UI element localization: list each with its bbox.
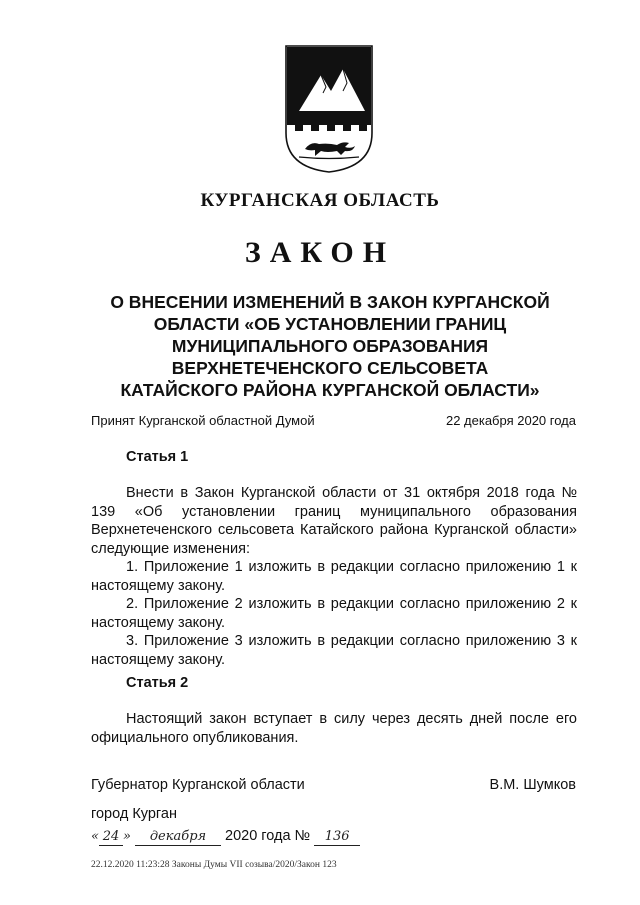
coat-of-arms-emblem — [285, 45, 373, 173]
adoption-text: Принят Курганской областной Думой — [91, 413, 315, 428]
article-1-paragraph: 2. Приложение 2 изложить в редакции согласно приложению 2 к настоящему закону. — [91, 596, 577, 631]
law-title-line: ВЕРХНЕТЕЧЕНСКОГО СЕЛЬСОВЕТА — [171, 358, 489, 378]
article-2-paragraph: Настоящий закон вступает в силу через десять дней после его официального опубликования. — [91, 711, 577, 746]
law-title — [90, 291, 570, 401]
region-title: КУРГАНСКАЯ ОБЛАСТЬ — [200, 190, 440, 211]
governor-name: В.М. Шумков — [489, 777, 576, 793]
article-1-paragraph: 3. Приложение 3 изложить в редакции согласно приложению 3 к настоящему закону. — [91, 633, 577, 668]
article-1-paragraph: 1. Приложение 1 изложить в редакции согласно приложению 1 к настоящему закону. — [91, 559, 577, 594]
law-title-line: ОБЛАСТИ «ОБ УСТАНОВЛЕНИИ ГРАНИЦ — [153, 314, 507, 334]
law-title-line: МУНИЦИПАЛЬНОГО ОБРАЗОВАНИЯ — [171, 336, 489, 356]
law-number: 136 — [314, 829, 360, 846]
quote-close: » — [122, 829, 131, 844]
law-title-line: О ВНЕСЕНИИ ИЗМЕНЕНИЙ В ЗАКОН КУРГАНСКОЙ — [110, 292, 550, 312]
article-2-heading: Статья 2 — [126, 675, 189, 691]
signing-year-text: 2020 года № — [225, 828, 311, 844]
footer-metadata: 22.12.2020 11:23:28 Законы Думы VII созыва/2020/Закон 123 — [91, 860, 337, 870]
article-2-body — [91, 710, 577, 747]
article-1-body — [91, 484, 577, 669]
article-1-heading: Статья 1 — [126, 449, 189, 465]
quote-open: « — [91, 829, 99, 844]
signing-month: декабря — [135, 829, 221, 846]
governor-title: Губернатор Курганской области — [91, 777, 305, 793]
signing-day: 24 — [99, 829, 123, 846]
city-name: город Курган — [91, 806, 177, 822]
signing-date-line — [91, 828, 360, 850]
document-type: ЗАКОН — [244, 236, 396, 269]
article-1-paragraph: Внести в Закон Курганской области от 31 октября 2018 года № 139 «Об установлении границ муниципального образования Верхнетеченского сельсовета Катайского района Курганской области» следующие изменения: — [91, 485, 577, 557]
adoption-date: 22 декабря 2020 года — [445, 413, 576, 428]
law-title-line: КАТАЙСКОГО РАЙОНА КУРГАНСКОЙ ОБЛАСТИ» — [120, 380, 540, 400]
